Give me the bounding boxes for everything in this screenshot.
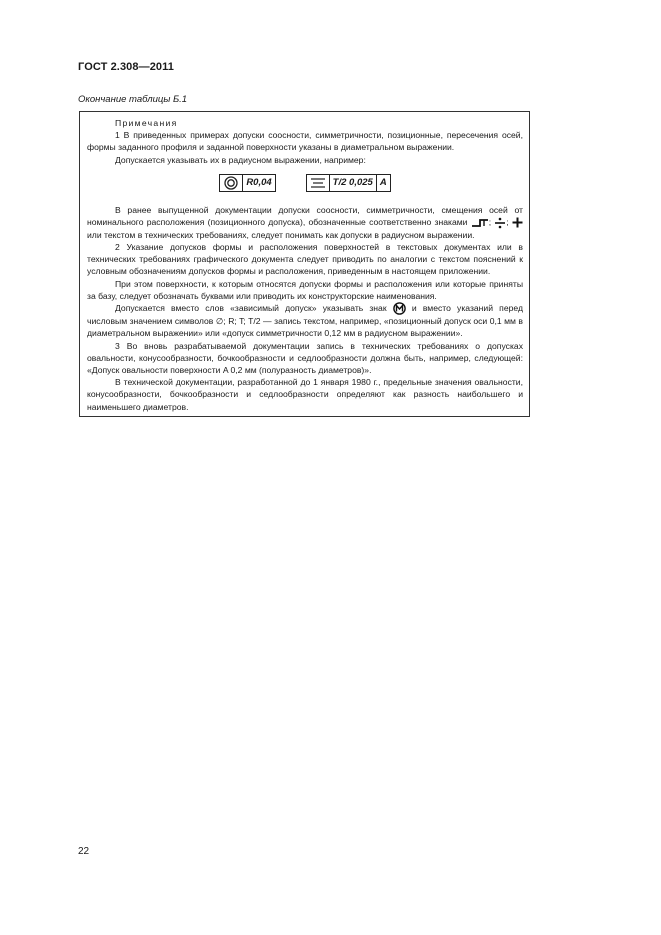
- dependent-tolerance-icon: [393, 302, 406, 315]
- document-header: ГОСТ 2.308—2011: [78, 61, 174, 73]
- coaxiality-icon: [220, 175, 243, 191]
- note-paragraph-3: В ранее выпущенной документации допуски соосности, симметричности, смещения осей от номинального расположения (позиционного допуска), обозначенные соответственно знаками ; ; или текстом в технических требованиях, следует понимать как допуски в радиусном выражении.: [87, 204, 523, 240]
- coaxiality-frame: [219, 174, 275, 192]
- coaxiality-old-icon: [471, 217, 492, 228]
- table-continuation-caption: Окончание таблицы Б.1: [78, 94, 188, 105]
- symmetry-frame: [306, 174, 391, 192]
- page-number: 22: [78, 846, 90, 857]
- symbol-separator-1: ;: [488, 217, 492, 228]
- note-paragraph-4: 2 Указание допусков формы и расположения поверхностей в текстовых документах или в технических требованиях графического документа следует приводить по аналогии с текстом пояснений к условным обозначениям допусков формы и расположения, приведенным в настоящем приложении.: [87, 241, 523, 277]
- coaxiality-value: R0,04: [246, 176, 272, 188]
- symmetry-icon: [307, 175, 330, 191]
- symbol-separator-2: ;: [506, 217, 509, 228]
- note-paragraph-6: Допускается вместо слов «зависимый допуск» указывать знак и вместо указаний перед числовым значением символов ∅; R; T; T/2 — запись текстом, например, «позиционный допуск оси 0,1 мм в диаметральном выражении» или «допуск симметричности 0,12 мм в радиусном выражении».: [87, 302, 523, 339]
- note-paragraph-1: 1 В приведенных примерах допуски соосности, симметричности, позиционные, пересечения осей, формы заданного профиля и заданной поверхности указаны в диаметральном выражении.: [87, 130, 523, 153]
- notes-box: [79, 111, 530, 417]
- example-frames: [87, 174, 523, 194]
- note-paragraph-5: При этом поверхности, к которым относятся допуски формы и расположения или которые приняты за базу, следует обозначать буквами или приводить их конструкторские наименования.: [87, 278, 523, 301]
- note-paragraph-7: 3 Во вновь разрабатываемой документации запись в технических требованиях о допусках овальности, конусообразности, бочкообразности и седлообразности должна быть, например, следующей: «Допуск овальности поверхности A 0,2 мм (полуразность диаметров)».: [87, 340, 523, 376]
- note-paragraph-2: Допускается указывать их в радиусном выражении, например:: [115, 154, 366, 165]
- datum-letter: A: [379, 176, 387, 188]
- symmetry-old-icon: [494, 217, 509, 229]
- note-paragraph-8: В технической документации, разработанной до 1 января 1980 г., предельные значения овальности, конусообразности, бочкообразности и седлообразности определяют как разность наибольшего и наименьшего диаметров.: [87, 377, 523, 412]
- symmetry-value: T/2 0,025: [330, 175, 377, 191]
- notes-title: Примечания: [115, 118, 178, 128]
- position-old-icon: [512, 217, 523, 228]
